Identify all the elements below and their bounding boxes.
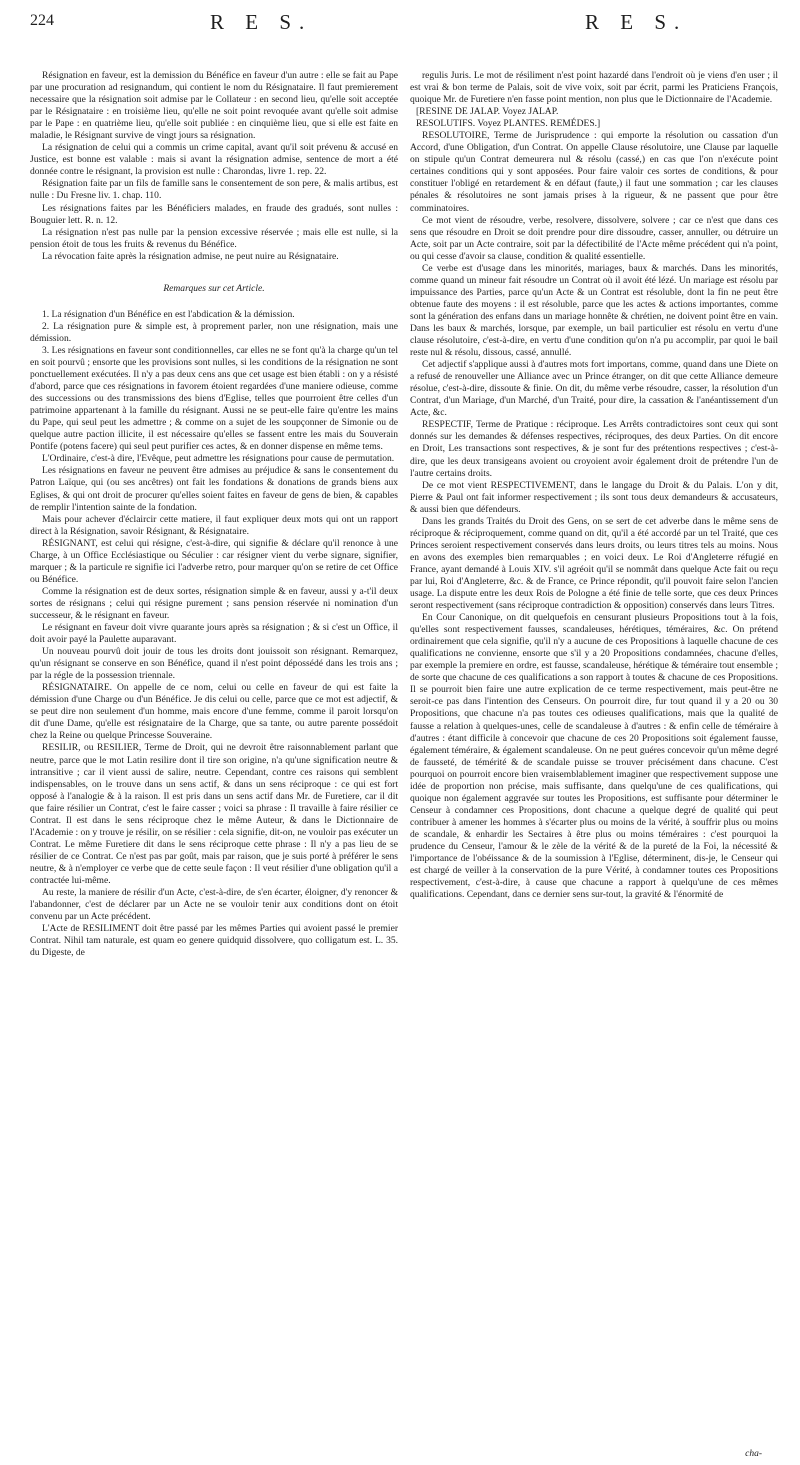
paragraph-minorites: Ce verbe est d'usage dans les minorités, mariages, baux & marchés. Dans les minorités, comme quand un mineur fait résoudre un Contrat où il avoit été lézé. Un mariage est résolu par impuissance des Parties, parce qu'un Acte & un Contrat est résoluble, dont la fin ne peut être obtenue faute des moyens : il est résoluble, parce que les actes & actions importantes, comme sont la génération des enfans dans un mariage honnête & chrétien, ne doivent point être en vain. Dans les baux & marchés, lorsque, par exemple, un bail particulier est résolu en vertu d'une clause résolutoire, c'est-à-dire, en vertu d'une condition qu'on n'a pu accomplir, par quoi le bail reste nul & résolu, dissous, cassé, annullé. <box>410 262 778 359</box>
right-column <box>410 70 778 901</box>
paragraph-revocation: La révocation faite après la résignation admise, ne peut nuire au Résignataire. <box>42 250 339 262</box>
entry-resignataire: RÉSIGNATAIRE. On appelle de ce nom, celui ou celle en faveur de qui est faite la démission d'une Charge ou d'un Bénéfice. Je dis celui ou celle, parce que ce mot est adjectif, & se peut dire non seulement d'un homme, mais encore d'une femme, comme il paroit lorsqu'on dit d'une Dame, qu'elle est résignataire de la Charge, que sa tante, ou autre parente possédoit chez la Reine ou quelque Princesse Souveraine. <box>30 682 398 742</box>
paragraph-resignation-en-faveur: Résignation en faveur, est la demission du Bénéfice en faveur d'un autre : elle se fait au Pape par une procuration ad resignandum, qui contient le nom du Résignataire. Il faut premierement necessaire que la résignation soit admise par le Collateur : en second lieu, qu'elle soit acceptée par le Résignataire : en troisième lieu, qu'elle ne soit point revoquée avant qu'elle soit admise par le Pape : en quatrième lieu, qu'elle soit publiée : en cinquième lieu, que si elle est faite en maladie, le Résignant survive de vingt jours sa résignation. <box>30 70 398 142</box>
paragraph-ordinaire: L'Ordinaire, c'est-à dire, l'Evêque, peut admettre les résignations pour cause de permutation. <box>42 453 395 465</box>
entry-resignant: RÉSIGNANT, est celui qui résigne, c'est-à-dire, qui signifie & déclare qu'il renonce à une Charge, à un Office Ecclésiastique ou Séculier : car résigner vient du verbe signare, signifier, marquer ; & la particule re signifie ici l'adverbe retro, pour marquer qu'on se retire de cet Office ou Bénéfice. <box>30 537 398 585</box>
paragraph-pension-excessive: La résignation n'est pas nulle par la pension excessive réservée ; mais elle est nulle, si la pension étoit de tous les fruits & revenus du Bénéfice. <box>30 226 398 250</box>
paragraph-crime-capital: La résignation de celui qui a commis un crime capital, avant qu'il soit prévenu & accusé en Justice, est bonne est valable : mais si avant la résignation admise, sentence de mort a été donnée contre le résignant, la provision est nulle : Charondas, livre 1. rep. 22. <box>30 142 398 178</box>
paragraph-patron-laique: Les résignations en faveur ne peuvent être admises au préjudice & sans le consentement du Patron Laïque, qui (ou ses ancêtres) ont fait les fondations & donations de grands biens aux Eglises, & qui ont droit de procurer qu'elles soient faites en faveur de gens de bien, & capables de remplir l'intention sainte de la fondation. <box>30 465 398 513</box>
entry-resine-de-jalap: [RESINE DE JALAP. Voyez JALAP. <box>416 106 559 118</box>
remark-1: 1. La résignation d'un Bénéfice en est l'abdication & la démission. <box>42 308 295 320</box>
page-number: 224 <box>30 12 54 29</box>
remark-3: 3. Les résignations en faveur sont conditionnelles, car elles ne se font qu'à la charge qu'un tel en soit pourvû ; ensorte que les provisions sont nulles, si les conditions de la résignation ne sont ponctuellement exécutées. Il n'y a pas deux cens ans que cet usage est bien établi : on y a résisté d'abord, parce que ces résignations in favorem étoient regardées d'une maniere odieuse, comme des successions ou des transmissions des biens d'Eglise, telles que pourroient être celles d'un patrimoine appartenant à la famille du résignant. Aussi ne se peut-elle faire qu'entre les mains du Pape, qui seul peut les admettre ; & comme on a sujet de les soupçonner de Simonie ou de quelque autre paction illicite, il est nécessaire qu'elles se fassent entre les mais du Souverain Pontife (potens facere) qui seul peut purifier ces actes, & en donner dispense en même tems. <box>30 344 398 453</box>
paragraph-au-reste: Au reste, la maniere de résilir d'un Acte, c'est-à-dire, de s'en écarter, éloigner, d'y renoncer & l'abandonner, c'est de déclarer par un Acte ne se vouloir tenir aux conditions dont on étoit convenu par un Acte précédent. <box>30 887 398 923</box>
left-column <box>30 70 398 959</box>
paragraph-droit-des-gens: Dans les grands Traités du Droit des Gens, on se sert de cet adverbe dans le même sens de réciproque & réciproquement, comme quand on dit, qu'il a été accordé par un tel Traité, que ces Princes seroient respectivement conservés dans leurs droits, ou leurs titres tels au moins. Nous en avons des exemples bien remarquables ; en voici deux. Le Roi d'Angleterre réfugié en France, ayant demandé à Louis XIV. s'il agréoit qu'il se nommât dans quelque Acte fait ou reçu par lui, Roi d'Angleterre, &c. & de France, ce Prince répondit, qu'il pouvoit faire selon l'ancien usage. La dispute entre les deux Rois de Pologne a été finie de telle sorte, que ces deux Princes seront respectivement (sans réciproque contradiction & opposition) conservés dans leurs Titres. <box>410 515 778 612</box>
paragraph-quarante-jours: Le résignant en faveur doit vivre quarante jours après sa résignation ; & si c'est un Office, il doit avoir payé la Paulette auparavant. <box>30 622 398 646</box>
paragraph-resiliment: L'Acte de RESILIMENT doit être passé par les mêmes Parties qui avoient passé le premier Contrat. Nihil tam naturale, est quam eo genere quidquid dissolvere, quo colligatum est. L. 35. du Digeste, de <box>30 923 398 959</box>
entry-resilir: RESILIR, ou RESILIER, Terme de Droit, qui ne devroit être raisonnablement parlant que neutre, parce que le mot Latin resilire dont il tire son origine, n'a qu'une signification neutre & intransitive ; car il vient aussi de salire, neutre. Cependant, contre ces raisons qui semblent indispensables, on le trouve dans un sens actif, & dans un sens réciproque : ce qui est fort opposé à l'analogie & à la raison. Il est pris dans un sens actif dans Mr. de Furetiere, car il dit que faire résilier un Contrat, c'est le faire casser ; voici sa phrase : Il travaille à faire résilier ce Contrat. Il est dans le sens réciproque chez le même Auteur, & dans le Dictionnaire de l'Academie : on y trouve je résilir, on se résilier : cela signifie, dit-on, ne vouloir pas exécuter un Contrat. Le même Furetiere dit dans le sens réciproque cette phrase : Il n'y a pas lieu de se résilier de ce Contrat. Ce n'est pas par goût, mais par raison, que je suis porté à préférer le sens neutre, & à n'employer ce verbe que de cette seule façon : Il veut résilier d'une obligation qu'il a contractée lui-même. <box>30 742 398 886</box>
paragraph-adjectif: Cet adjectif s'applique aussi à d'autres mots fort importans, comme, quand dans une Diete on a refusé de renouveller une Alliance avec un Prince étranger, on dit que cette Alliance demeure résolue, c'est-à-dire, dissoute & finie. On dit, du même verbe résoudre, casser, la résolution d'un Contrat, d'un Mariage, d'un Marché, d'un Traité, pour dire, la cassation & l'anéantissement d'un Acte, &c. <box>410 359 778 419</box>
entry-resolutoire: RESOLUTOIRE, Terme de Jurisprudence : qui emporte la résolution ou cassation d'un Accord, d'une Obligation, d'un Contrat. On appelle Clause résolutoire, une Clause par laquelle on stipule qu'un Contrat demeurera nul & résolu (cassé,) en cas que l'on n'exécute point certaines conditions qui y sont apposées. Pour faire valoir ces sortes de conditions, & pour constituer l'obligé en retardement & en défaut (faute,) il faut une sommation ; car les clauses pénales & résolutoires ne sont jamais prises à la rigueur, & ne passent que pour être comminatoires. <box>410 130 778 214</box>
section-heading-remarques: Remarques sur cet Article. <box>163 282 265 294</box>
paragraph-fils-de-famille: Résignation faite par un fils de famille sans le consentement de son pere, & malis artibus, est nulle : Du Fresne liv. 1. chap. 110. <box>30 178 398 202</box>
entry-respectivement: De ce mot vient RESPECTIVEMENT, dans le langage du Droit & du Palais. L'on y dit, Pierre & Paul ont fait informer respectivement ; ils sont tous deux demandeurs & accusateurs, & aussi bien que défendeurs. <box>410 479 778 515</box>
page-header <box>30 10 775 40</box>
paragraph-resoudre: Ce mot vient de résoudre, verbe, resolvere, dissolvere, solvere ; car ce n'est que dans ces sens que résoudre en Droit se doit prendre pour dire dissoudre, casser, annuller, ou détruire un Acte, soit par un Acte contraire, soit par la défectibilité de l'Acte même précédent qui n'a point, ou qui cesse d'avoir sa clause, condition & qualité essentielle. <box>410 214 778 262</box>
paragraph-eclaircir: Mais pour achever d'éclaircir cette matiere, il faut expliquer deux mots qui ont un rapport direct à la Résignation, savoir Résignant, & Résignataire. <box>30 513 398 537</box>
paragraph-nouveau-pourvu: Un nouveau pourvû doit jouir de tous les droits dont jouissoit son résignant. Remarquez, qu'un résignant se conserve en son Bénéfice, quand il n'est point dépossédé dans les trois ans ; par la régle de la possession triennale. <box>30 646 398 682</box>
paragraph-beneficiers-malades: Les résignations faites par les Bénéficiers malades, en fraude des gradués, sont nulles : Bouguier lett. R. n. 12. <box>30 202 398 226</box>
paragraph-cour-canonique: En Cour Canonique, on dit quelquefois en censurant plusieurs Propositions tout à la fois, qu'elles sont respectivement fausses, scandaleuses, hérétiques, téméraires, &c. On prétend ordinairement que cela signifie, qu'il n'y a aucune de ces Propositions à laquelle chacune de ces qualifications ne convienne, ensorte que s'il y a 20 Propositions condamnées, chacune d'elles, par exemple la premiere en ordre, est fausse, scandaleuse, hérétique & téméraire tout ensemble ; de sorte que chacune de ces qualifications a son rapport à toutes & chacune de ces Propositions. Il se pourroit bien faire une autre explication de ce terme respectivement, mais peut-être ne seroit-ce pas dans l'intention des Censeurs. On pourroit dire, fur tout quand il y a 20 ou 30 Propositions, que chacune n'a pas toutes ces odieuses qualifications, mais que la qualité de fausse a relation à quelques-unes, celle de scandaleuse à d'autres : & enfin celle de téméraire à d'autres : étant difficile à concevoir que chacune de ces 20 Propositions soit également fausse, également téméraire, & également scandaleuse. On ne peut guéres concevoir qu'un même degré de fausseté, de témérité & de scandale puisse se trouver précisément dans chacune. C'est pourquoi on pourroit encore bien vraisemblablement imaginer que respectivement suppose une idée de proportion non précise, mais suffisante, dans quelqu'une de ces qualifications, qui quoique non également aggravée sur toutes les Propositions, est suffisante pour déterminer le Censeur à condamner ces Propositions, dont chacune a quelque degré de qualité qui peut contribuer à amener les hommes à s'écarter plus ou moins de la vérité, à souffrir plus ou moins de scandale, & enhardir les Sectaires à être plus ou moins téméraires : c'est pourquoi la prudence du Censeur, l'amour & le zèle de la vérité & de la pureté de la Foi, la nécessité & l'importance de l'obéissance & de la soumission à l'Eglise, déterminent, dis-je, le Censeur qui est chargé de veiller à la conservation de la pure Vérité, à condamner toutes ces Propositions respectivement, c'est-à-dire, à cause que chacune a rapport à quelqu'une de ces mêmes qualifications. Cependant, dans ce dernier sens sur-tout, la gravité & l'énormité de <box>410 612 778 901</box>
paragraph-regulis-juris: regulis Juris. Le mot de résiliment n'est point hazardé dans l'endroit où je viens d'en user ; il est vrai & bon terme de Palais, soit de vive voix, soit par écrit, parmi les Praticiens François, quoique Mr. de Furetiere n'en fasse point mention, non plus que le Dictionnaire de l'Academie. <box>410 70 778 106</box>
catchword: cha- <box>745 1449 762 1459</box>
entry-respectif: RESPECTIF, Terme de Pratique : réciproque. Les Arrêts contradictoires sont ceux qui sont donnés sur les demandes & défenses respectives, réciproques, des deux Parties. On dit encore en Droit, Les transactions sont respectives, & je sont fur des prétentions respectives ; c'est-à-dire, que les deux transigeans avoient ou croyoient avoir également droit de prétendre l'un de l'autre certains droits. <box>410 419 778 479</box>
running-head-left: R E S. <box>210 10 313 34</box>
paragraph-deux-sortes: Comme la résignation est de deux sortes, résignation simple & en faveur, aussi y a-t'il deux sortes de résignans ; celui qui résigne purement ; sans pension réservée ni nomination d'un successeur, & le résignant en faveur. <box>30 585 398 621</box>
entry-resolutifs: RESOLUTIFS. Voyez PLANTES. REMÉDES.] <box>416 118 601 130</box>
running-head-right: R E S. <box>585 10 688 34</box>
remark-2: 2. La résignation pure & simple est, à proprement parler, non une résignation, mais une démission. <box>30 320 398 344</box>
